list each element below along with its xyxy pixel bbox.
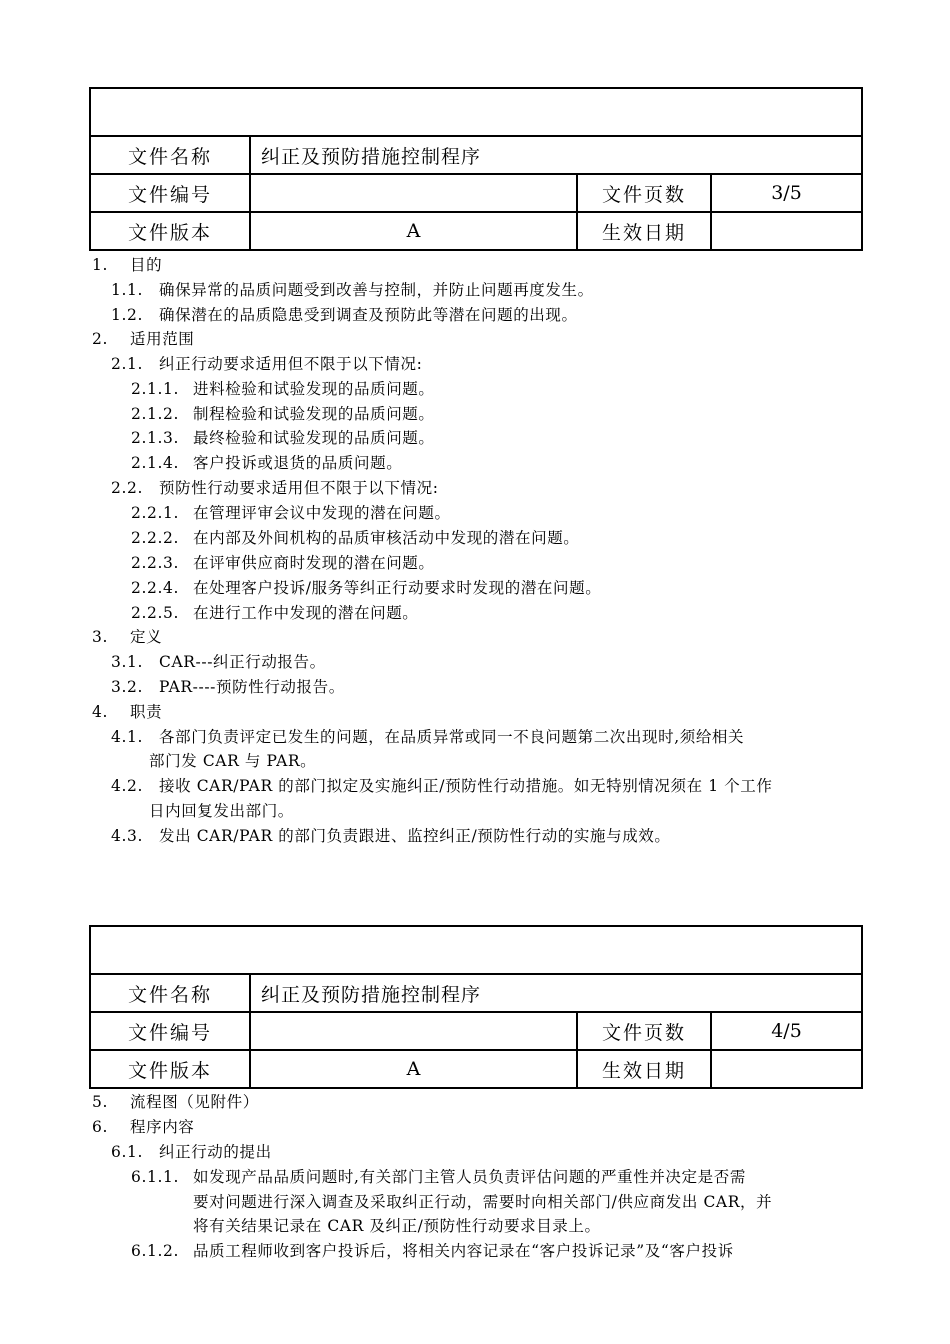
section-line: 4.1. 各部门负责评定已发生的问题，在品质异常或同一不良问题第二次出现时,须给相关	[111, 728, 745, 746]
section-line: 4.2. 接收 CAR/PAR 的部门拟定及实施纠正/预防性行动措施。如无特别情况须在 1 个工作	[111, 777, 773, 795]
section-line: 3. 定义	[92, 628, 163, 646]
section-line-continued: 日内回复发出部门。	[149, 802, 294, 820]
section-line: 6.1.2. 品质工程师收到客户投诉后，将相关内容记录在“客户投诉记录”及“客户投诉	[131, 1242, 734, 1260]
doc-name-label: 文件名称	[90, 136, 250, 174]
doc-date-value	[711, 1050, 862, 1088]
doc-name-value: 纠正及预防措施控制程序	[250, 136, 862, 174]
section-line: 2.2.2. 在内部及外间机构的品质审核活动中发现的潜在问题。	[131, 529, 580, 547]
section-line: 3.2. PAR----预防性行动报告。	[111, 678, 345, 696]
section-line-continued: 部门发 CAR 与 PAR。	[149, 752, 317, 770]
doc-name-value: 纠正及预防措施控制程序	[250, 974, 862, 1012]
section-line: 2.2.5. 在进行工作中发现的潜在问题。	[131, 604, 419, 622]
section-line: 1.2. 确保潜在的品质隐患受到调查及预防此等潜在问题的出现。	[111, 306, 578, 324]
doc-name-label: 文件名称	[90, 974, 250, 1012]
section-line: 1. 目的	[92, 256, 163, 274]
section-line: 2.2. 预防性行动要求适用但不限于以下情况:	[111, 479, 439, 497]
doc-pages-value: 3/5	[711, 174, 862, 212]
section-line: 4. 职责	[92, 703, 163, 721]
document-header-table-page1	[89, 87, 863, 251]
doc-number-value	[250, 174, 577, 212]
section-line: 3.1. CAR---纠正行动报告。	[111, 653, 326, 671]
section-line: 2.1.2. 制程检验和试验发现的品质问题。	[131, 405, 435, 423]
doc-date-label: 生效日期	[577, 1050, 711, 1088]
section-line: 2. 适用范围	[92, 330, 195, 348]
section-line: 4.3. 发出 CAR/PAR 的部门负责跟进、监控纠正/预防性行动的实施与成效。	[111, 827, 671, 845]
doc-date-value	[711, 212, 862, 250]
section-line: 6. 程序内容	[92, 1118, 195, 1136]
doc-date-label: 生效日期	[577, 212, 711, 250]
section-line: 2.2.1. 在管理评审会议中发现的潜在问题。	[131, 504, 451, 522]
doc-pages-value: 4/5	[711, 1012, 862, 1050]
doc-pages-label: 文件页数	[577, 174, 711, 212]
section-line-continued: 要对问题进行深入调查及采取纠正行动，需要时向相关部门/供应商发出 CAR，并	[193, 1193, 773, 1211]
doc-version-label: 文件版本	[90, 212, 250, 250]
section-line: 2.1. 纠正行动要求适用但不限于以下情况:	[111, 355, 423, 373]
section-line: 5. 流程图（见附件）	[92, 1093, 259, 1111]
header-blank-row	[90, 926, 862, 974]
section-line-continued: 将有关结果记录在 CAR 及纠正/预防性行动要求目录上。	[193, 1217, 601, 1235]
section-line: 2.2.3. 在评审供应商时发现的潜在问题。	[131, 554, 435, 572]
section-line: 2.1.4. 客户投诉或退货的品质问题。	[131, 454, 403, 472]
section-line: 6.1.1. 如发现产品品质问题时,有关部门主管人员负责评估问题的严重性并决定是否需	[131, 1168, 746, 1186]
doc-version-label: 文件版本	[90, 1050, 250, 1088]
section-line: 1.1. 确保异常的品质问题受到改善与控制，并防止问题再度发生。	[111, 281, 594, 299]
section-line: 2.2.4. 在处理客户投诉/服务等纠正行动要求时发现的潜在问题。	[131, 579, 602, 597]
section-line: 6.1. 纠正行动的提出	[111, 1143, 272, 1161]
doc-version-value: A	[250, 212, 577, 250]
doc-number-label: 文件编号	[90, 174, 250, 212]
doc-number-label: 文件编号	[90, 1012, 250, 1050]
header-blank-row	[90, 88, 862, 136]
doc-pages-label: 文件页数	[577, 1012, 711, 1050]
section-line: 2.1.1. 进料检验和试验发现的品质问题。	[131, 380, 435, 398]
document-header-table-page2	[89, 925, 863, 1089]
section-line: 2.1.3. 最终检验和试验发现的品质问题。	[131, 429, 435, 447]
doc-version-value: A	[250, 1050, 577, 1088]
doc-number-value	[250, 1012, 577, 1050]
